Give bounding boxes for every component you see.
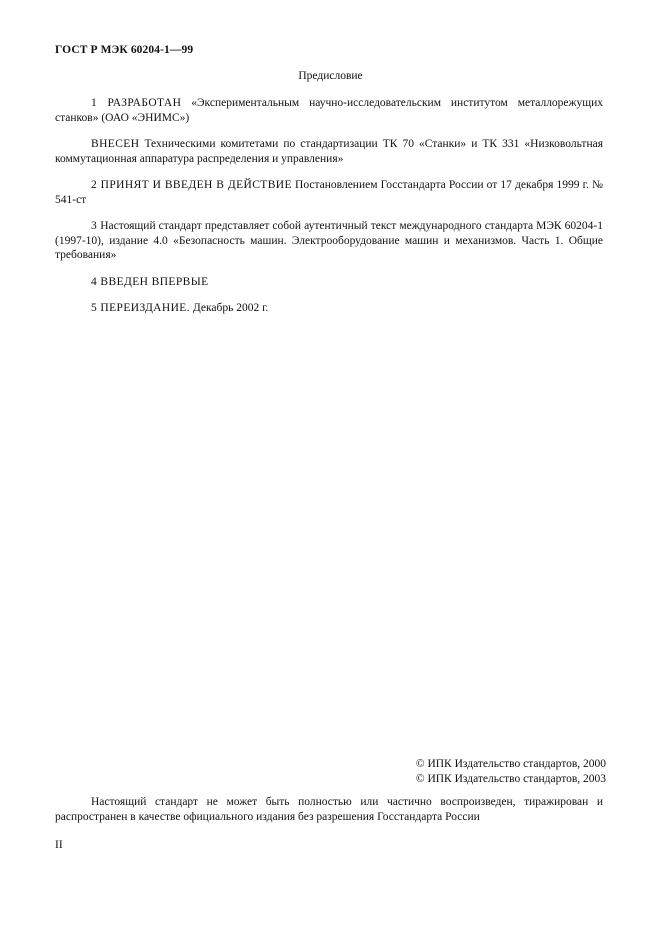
reproduction-notice: Настоящий стандарт не может быть полностью или частично воспроизведен, тиражирован и распространен в качестве официального издания без разрешения Госстандарта России [55, 796, 603, 823]
copyright-line: © ИПК Издательство стандартов, 2000 [415, 758, 606, 770]
foreword-title: Предисловие [298, 70, 363, 82]
foreword-item-first-introduced: 4 ВВЕДЕН ВПЕРВЫЕ [91, 275, 209, 288]
foreword-item-reissue: 5 ПЕРЕИЗДАНИЕ. Декабрь 2002 г. [91, 302, 269, 314]
foreword-item-adopted: 2 ПРИНЯТ И ВВЕДЕН В ДЕЙСТВИЕ Постановлением Госстандарта России от 17 декабря 1999 г. № 541-ст [55, 179, 603, 206]
foreword-body [55, 96, 603, 328]
foreword-item-developed: 1 РАЗРАБОТАН «Экспериментальным научно-исследовательским институтом металлорежущих станков» (ОАО «ЭНИМС») [55, 97, 603, 124]
foreword-item-introduced: ВНЕСЕН Техническими комитетами по стандартизации ТК 70 «Станки» и ТК 331 «Низковольтная коммутационная аппаратура распределения и управления» [55, 138, 603, 165]
page-number: II [55, 839, 63, 851]
foreword-item-authentic-text: 3 Настоящий стандарт представляет собой аутентичный текст международного стандарта МЭК 60204-1 (1997-10), издание 4.0 «Безопасность машин. Электрооборудование машин и механизмов. Часть 1. Общие требования» [55, 220, 603, 261]
document-code-header: ГОСТ Р МЭК 60204-1—99 [55, 44, 194, 56]
copyright-block [416, 757, 606, 786]
copyright-line: © ИПК Издательство стандартов, 2003 [415, 772, 606, 785]
